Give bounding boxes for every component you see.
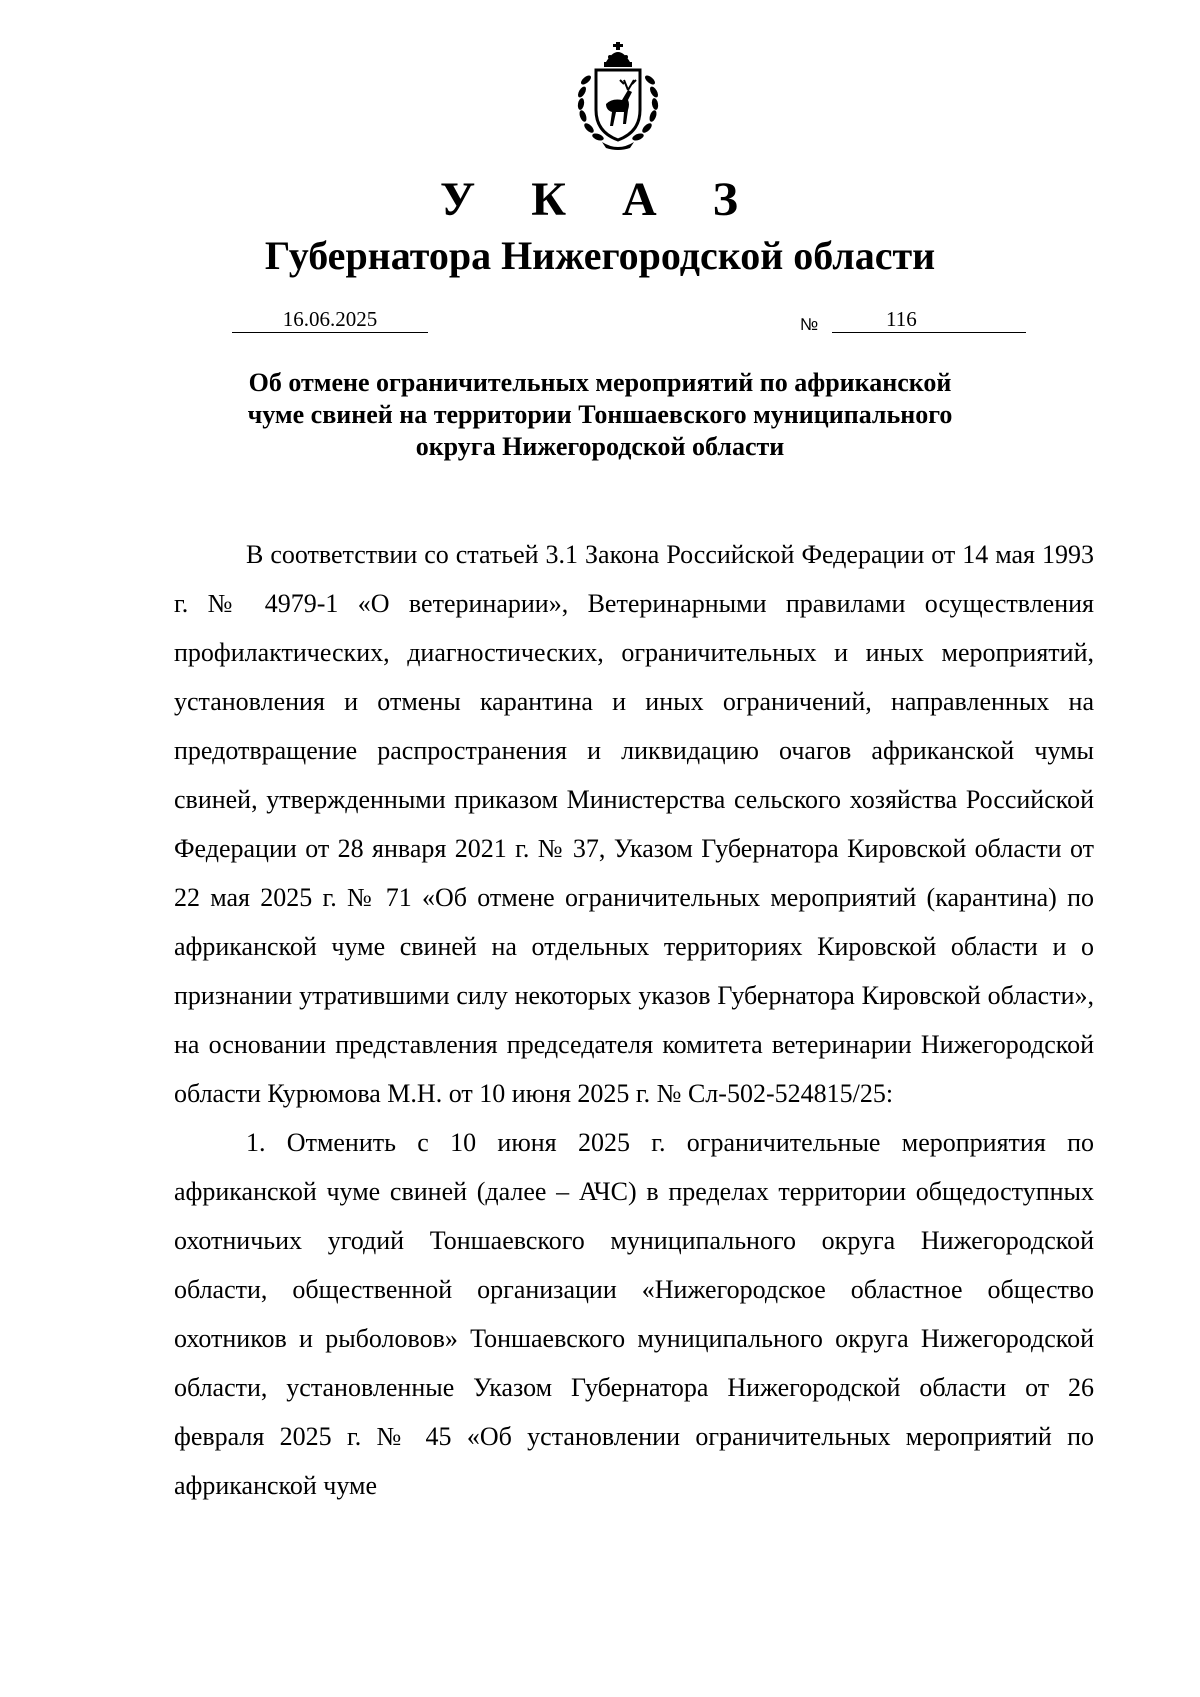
body-paragraph: 1. Отменить с 10 июня 2025 г. ограничительные мероприятия по африканской чуме свиней (далее – АЧС) в пределах территории общедоступных охотничьих угодий Тоншаевского муниципального округа Нижегородской области, общественной организации «Нижегородское областное общество охотников и рыболовов» Тоншаевского муниципального округа Нижегородской области, установленные Указом Губернатора Нижегородской области от 26 февраля 2025 г. № 45 «Об установлении ограничительных мероприятий по африканской чуме — [174, 1128, 1094, 1500]
heading-line: округа Нижегородской области — [415, 432, 785, 461]
body-paragraph: В соответствии со статьей 3.1 Закона Российской Федерации от 14 мая 1993 г. № 4979-1 «О ветеринарии», Ветеринарными правилами осуществления профилактических, диагностических, ограничительных и иных мероприятий, установления и отмены карантина и иных ограничений, направленных на предотвращение распространения и ликвидацию очагов африканской чумы свиней, утвержденными приказом Министерства сельского хозяйства Российской Федерации от 28 января 2021 г. № 37, Указом Губернатора Кировской области от 22 мая 2025 г. № 71 «Об отмене ограничительных мероприятий (карантина) по африканской чуме свиней на отдельных территориях Кировской области и о признании утратившими силу некоторых указов Губернатора Кировской области», на основании представления председателя комитета ветеринарии Нижегородской области Курюмова М.Н. от 10 июня 2025 г. № Сл-502-524815/25: — [174, 540, 1094, 1108]
number-sign: № — [800, 315, 819, 334]
decree-number-field — [832, 306, 1026, 333]
decree-title: У К А З — [439, 173, 761, 226]
heading-line: Об отмене ограничительных мероприятий по африканской — [248, 368, 952, 397]
coat-of-arms-emblem — [572, 40, 664, 152]
document-body — [174, 530, 1094, 1510]
document-heading — [200, 367, 1000, 463]
heading-line: чуме свиней на территории Тоншаевского муниципального — [247, 400, 953, 429]
deer-icon — [606, 80, 636, 126]
decree-subtitle: Губернатора Нижегородской области — [264, 233, 936, 278]
decree-date: 16.06.2025 — [232, 306, 428, 333]
crown-icon — [604, 42, 632, 67]
decree-number: 116 — [886, 307, 917, 331]
